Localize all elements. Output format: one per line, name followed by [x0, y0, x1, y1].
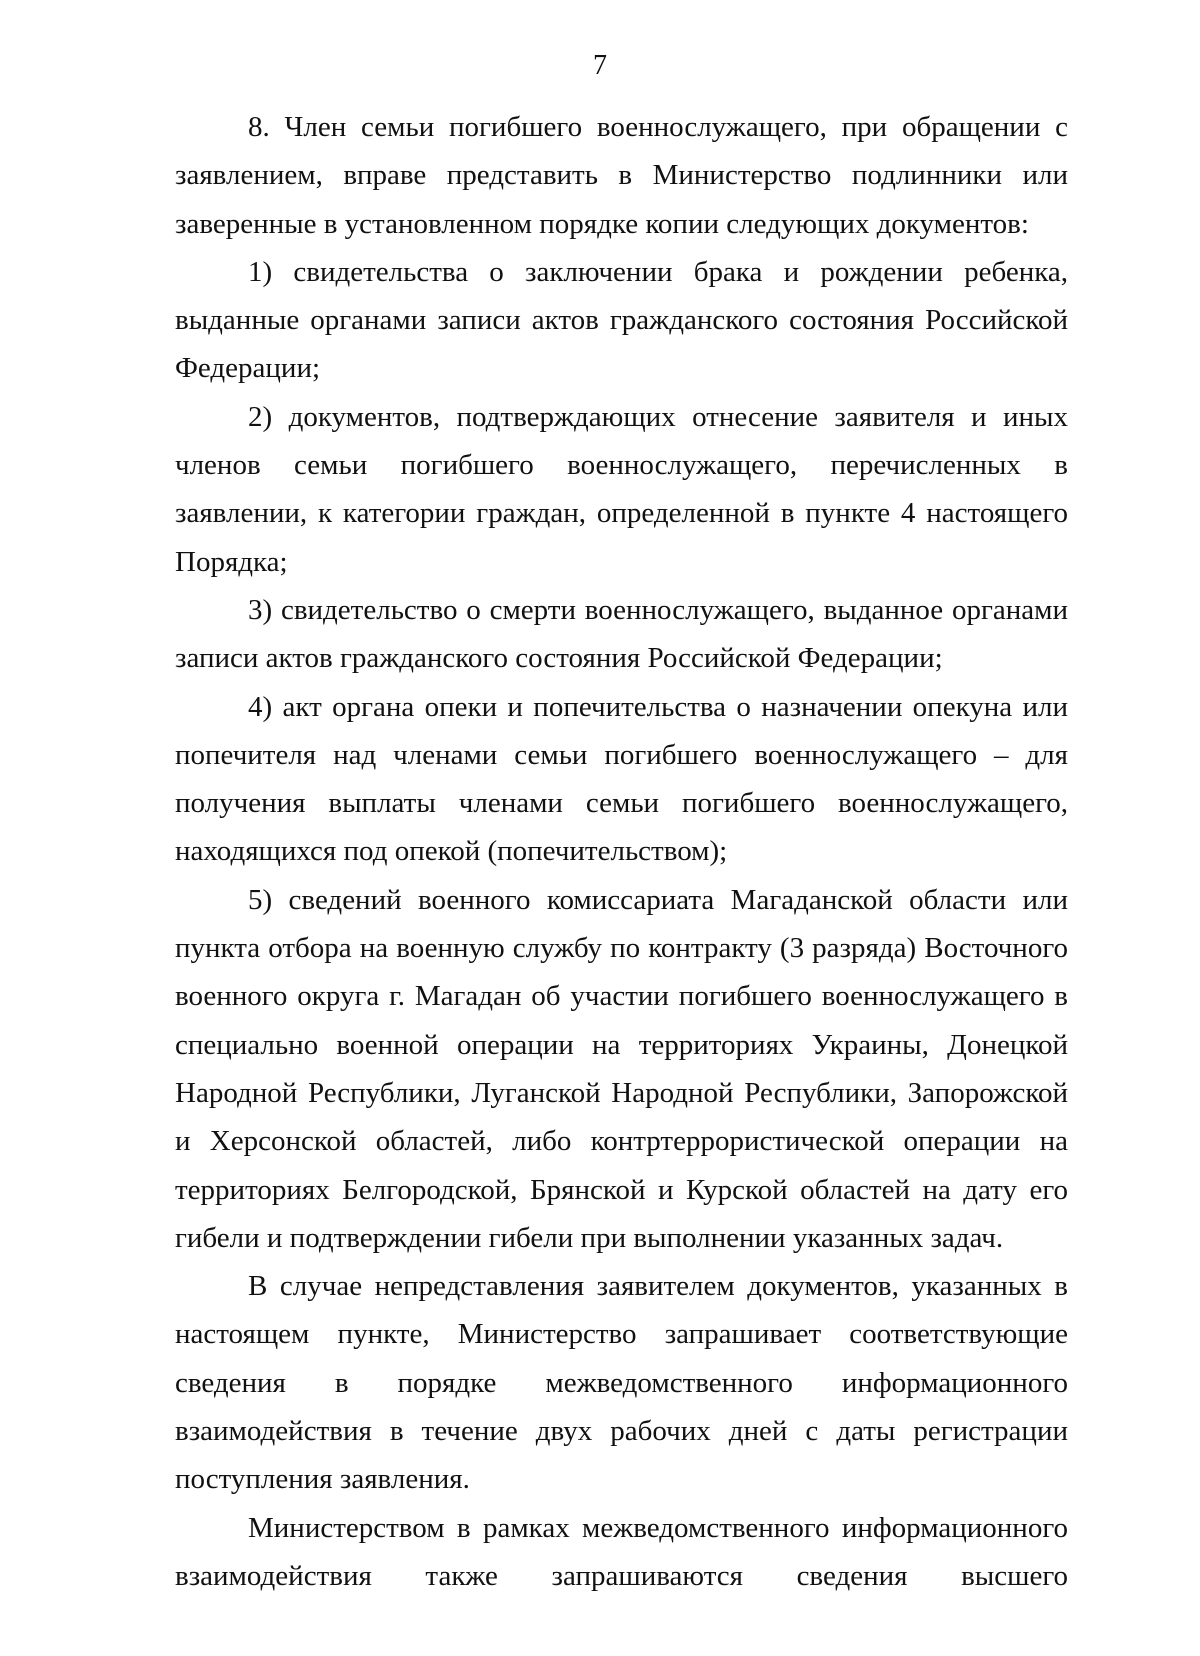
paragraph-ministry-requests: Министерством в рамках межведомственного информационного взаимодействия также запрашиваются сведения высшего — [175, 1511, 1068, 1592]
list-item-5: 5) сведений военного комиссариата Магаданской области или пункта отбора на военную службу по контракту (3 разряда) Восточного военного округа г. Магадан об участии погибшего военнослужащего в специально военной операции на территориях Украины, Донецкой Народной Республики, Луганской Народной Республики, Запорожской и Херсонской областей, либо контртеррористической операции на территориях Белгородской, Брянской и Курской областей на дату его гибели и подтверждении гибели при выполнении указанных задач. — [175, 883, 1068, 1254]
list-item-2: 2) документов, подтверждающих отнесение заявителя и иных членов семьи погибшего военнослужащего, перечисленных в заявлении, к категории граждан, определенной в пункте 4 настоящего Порядка; — [175, 400, 1068, 578]
list-item-1: 1) свидетельства о заключении брака и рождении ребенка, выданные органами записи актов гражданского состояния Российской Федерации; — [175, 255, 1068, 385]
list-item-4: 4) акт органа опеки и попечительства о назначении опекуна или попечителя над членами семьи погибшего военнослужащего – для получения выплаты членами семьи погибшего военнослужащего, находящихся под опекой (попечительством); — [175, 690, 1068, 868]
paragraph-interagency-request: В случае непредставления заявителем документов, указанных в настоящем пункте, Министерство запрашивает соответствующие сведения в порядке межведомственного информационного взаимодействия в течение двух рабочих дней с даты регистрации поступления заявления. — [175, 1270, 1068, 1496]
document-body — [175, 103, 1068, 1600]
list-item-3: 3) свидетельство о смерти военнослужащего, выданное органами записи актов гражданского состояния Российской Федерации; — [175, 593, 1068, 675]
page-number: 7 — [593, 50, 607, 81]
paragraph-item-8: 8. Член семьи погибшего военнослужащего, при обращении с заявлением, вправе представить в Министерство подлинники или заверенные в установленном порядке копии следующих документов: — [175, 111, 1068, 240]
